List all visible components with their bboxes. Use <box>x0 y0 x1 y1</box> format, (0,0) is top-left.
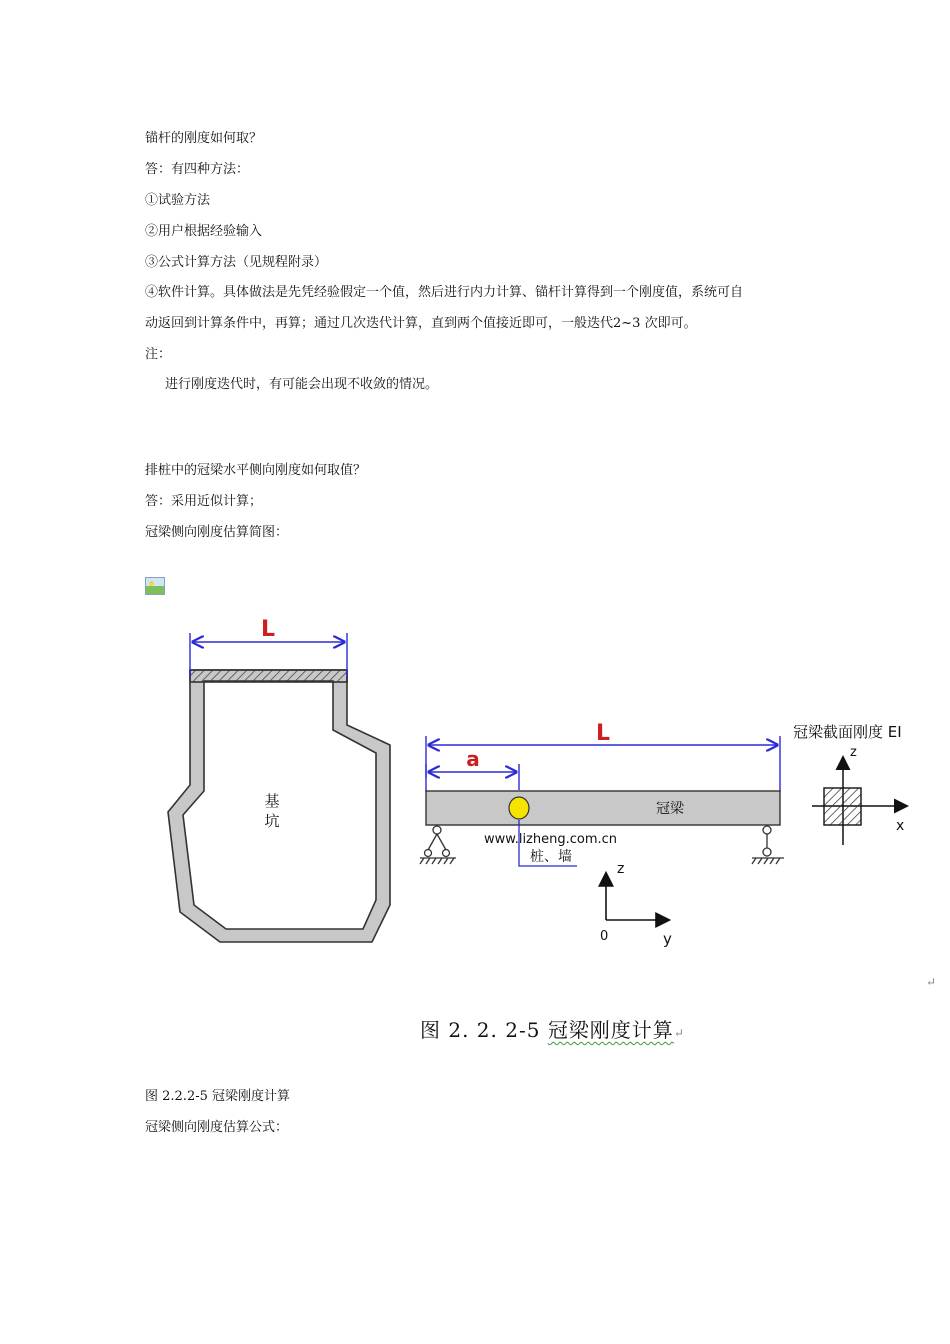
pile <box>509 797 529 819</box>
pit-label-1: 基 <box>264 792 280 810</box>
right-roller-support <box>752 826 784 864</box>
figure-caption-image <box>420 1018 685 1045</box>
anchor-question: 锚杆的刚度如何取？ <box>145 131 263 146</box>
caption-paragraph-mark: ↵ <box>673 1026 685 1040</box>
left-pin-support <box>420 826 456 864</box>
method-3: ③公式计算方法（见规程附录） <box>145 255 328 270</box>
figure-caption-prefix: 图 2. 2. 2-5 <box>420 1018 548 1042</box>
method-1: ①试验方法 <box>145 193 211 208</box>
figure-caption-main: 冠梁刚度计算 <box>547 1018 674 1042</box>
section-axis-z: z <box>850 745 857 760</box>
note-text: 进行刚度迭代时，有可能会出现不收敛的情况。 <box>165 377 439 392</box>
crown-beam <box>426 791 780 825</box>
pit-label-2: 坑 <box>264 812 280 830</box>
coord-axis-z: z <box>617 861 625 877</box>
paragraph-mark: ↵ <box>926 975 937 989</box>
beam-cross-section <box>824 788 861 825</box>
beam-length-label: L <box>595 721 611 746</box>
watermark-text: www.lizheng.com.cn <box>484 832 618 847</box>
pit-crown-beam <box>190 670 347 682</box>
answer-intro: 答：有四种方法： <box>145 162 250 177</box>
coord-axis-y: y <box>663 930 672 948</box>
note-label: 注： <box>145 347 172 362</box>
formula-intro: 冠梁侧向刚度估算公式： <box>145 1120 289 1135</box>
figure-caption: 图 2.2.2-5 冠梁刚度计算 <box>145 1089 291 1104</box>
method-4-line-2: 动返回到计算条件中，再算；通过几次迭代计算，直到两个值接近即可，一般迭代2~3 次即可。 <box>145 316 697 331</box>
pit-width-label: L <box>260 617 276 642</box>
section-axis-x: x <box>896 818 905 834</box>
crown-beam-question: 排桩中的冠梁水平侧向刚度如何取值？ <box>145 463 367 478</box>
pile-offset-label: a <box>466 747 480 771</box>
crown-beam-label: 冠梁 <box>656 801 684 817</box>
method-2: ②用户根据经验输入 <box>145 224 263 239</box>
diagram-intro: 冠梁侧向刚度估算简图： <box>145 525 289 540</box>
method-4-line-1: ④软件计算。具体做法是先凭经验假定一个值，然后进行内力计算、锚杆计算得到一个刚度值，系统可自 <box>145 285 744 300</box>
crown-beam-answer: 答：采用近似计算； <box>145 494 263 509</box>
pile-label: 桩、墙 <box>530 849 572 865</box>
coord-origin: 0 <box>600 929 609 944</box>
coordinate-axes <box>606 874 668 920</box>
section-stiffness-label: 冠梁截面刚度 EI <box>793 723 902 741</box>
